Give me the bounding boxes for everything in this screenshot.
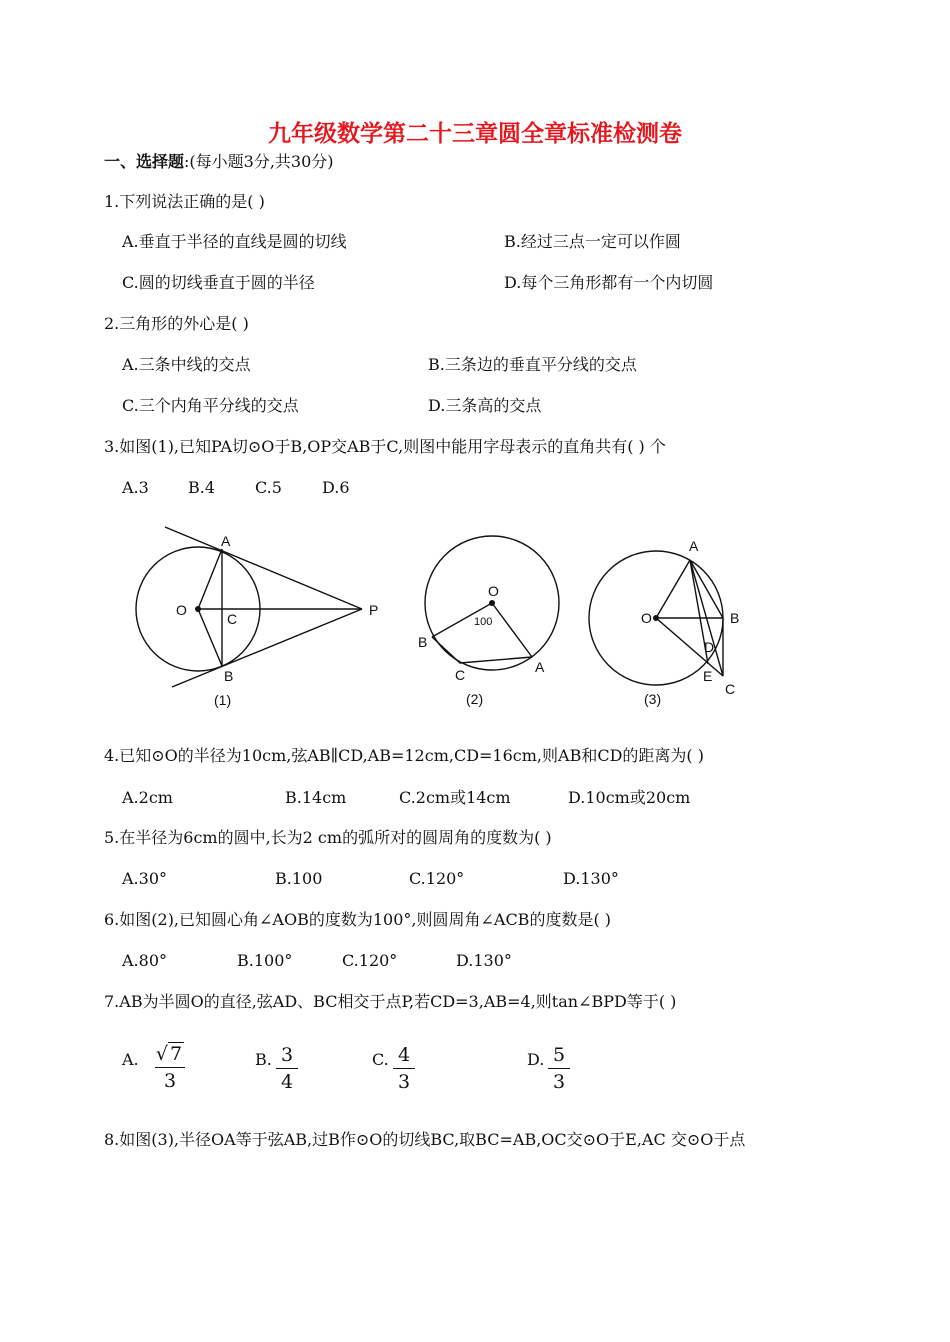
q1-option-d: D.每个三角形都有一个内切圆 (504, 273, 714, 292)
q5-stem: 5.在半径为6cm的圆中,长为2 cm的弧所对的圆周角的度数为( ) (104, 828, 552, 847)
fig3-center-dot (653, 615, 659, 621)
q7-option-c-fraction (393, 1044, 415, 1093)
q7-stem: 7.AB为半圆O的直径,弦AD、BC相交于点P,若CD=3,AB=4,则tan∠BPD等于( ) (104, 992, 677, 1011)
fig2-caption: (2) (466, 691, 484, 707)
fraction-bar (548, 1068, 570, 1069)
fig3-label-c: C (725, 681, 736, 697)
q7-c-numerator: 4 (397, 1044, 411, 1066)
q3-stem: 3.如图(1),已知PA切⊙O于B,OP交AB于C,则图中能用字母表示的直角共有( ) 个 (104, 437, 666, 456)
section-heading-label: 一、选择题 (104, 152, 185, 171)
q7-b-numerator: 3 (280, 1044, 294, 1066)
q6-option-c: C.120° (342, 951, 398, 970)
fig1-label-o: O (176, 602, 187, 618)
fig2-central-angle (432, 603, 532, 657)
fig1-radius-oa (198, 549, 222, 609)
q4-option-c: C.2cm或14cm (399, 788, 511, 807)
q2-stem: 2.三角形的外心是( ) (104, 314, 249, 333)
q6-stem: 6.如图(2),已知圆心角∠AOB的度数为100°,则圆周角∠ACB的度数是( ) (104, 910, 612, 929)
fig3-label-a: A (689, 538, 699, 554)
fig1-caption: (1) (214, 692, 232, 708)
fig2-label-b: B (418, 634, 428, 650)
q6-option-d: D.130° (456, 951, 512, 970)
q4-stem: 4.已知⊙O的半径为10cm,弦AB∥CD,AB=12cm,CD=16cm,则AB和CD的距离为( ) (104, 746, 704, 765)
q6-option-b: B.100° (237, 951, 293, 970)
q7-d-denominator: 3 (552, 1071, 566, 1093)
q7-a-numerator: 7 (170, 1043, 183, 1065)
q1-option-c: C.圆的切线垂直于圆的半径 (122, 273, 315, 292)
q7-option-c-label: C. (372, 1050, 389, 1069)
q3-option-b: B.4 (188, 478, 216, 497)
q7-d-numerator: 5 (552, 1044, 566, 1066)
fig2-center-dot (489, 600, 495, 606)
section-heading-note: :(每小题3分,共30分) (184, 152, 334, 171)
q6-option-a: A.80° (122, 951, 167, 970)
q3-option-c: C.5 (255, 478, 282, 497)
fig3-label-o: O (641, 610, 652, 626)
q2-option-b: B.三条边的垂直平分线的交点 (428, 355, 637, 374)
fig1-label-a: A (221, 533, 231, 549)
fig1-tangent-top (165, 527, 362, 609)
q7-option-a-fraction (155, 1042, 185, 1092)
q5-option-b: B.100 (275, 869, 323, 888)
q7-option-a-label: A. (122, 1050, 139, 1069)
q8-stem: 8.如图(3),半径OA等于弦AB,过B作⊙O的切线BC,取BC=AB,OC交⊙O于E,AC 交⊙O于点 (104, 1130, 746, 1149)
fig3-segment-oa (656, 560, 690, 618)
fig1-center-dot (195, 606, 201, 612)
fig3-label-e: E (703, 668, 713, 684)
q4-option-b: B.14cm (285, 788, 347, 807)
fig1-label-p: P (369, 602, 379, 618)
section-heading (104, 152, 334, 172)
q5-option-c: C.120° (409, 869, 465, 888)
q7-c-denominator: 3 (397, 1071, 411, 1093)
q7-a-denominator: 3 (163, 1070, 177, 1092)
q7-b-denominator: 4 (280, 1071, 294, 1093)
fraction-bar (276, 1068, 298, 1069)
fig2-angle-label: 100 (474, 616, 493, 628)
fig2-label-a: A (535, 659, 545, 675)
q2-option-a: A.三条中线的交点 (122, 355, 251, 374)
figures-area (0, 520, 950, 720)
fig3-caption: (3) (644, 691, 662, 707)
q2-option-d: D.三条高的交点 (428, 396, 542, 415)
q2-option-c: C.三个内角平分线的交点 (122, 396, 299, 415)
fig2-label-o: O (488, 583, 499, 599)
q7-option-d-label: D. (527, 1050, 545, 1069)
q4-option-d: D.10cm或20cm (568, 788, 691, 807)
page-title: 九年级数学第二十三章圆全章标准检测卷 (268, 121, 682, 147)
q1-option-a: A.垂直于半径的直线是圆的切线 (122, 232, 347, 251)
fig3-label-d: D (704, 639, 715, 655)
fig1-label-c: C (227, 611, 238, 627)
q7-option-d-fraction (548, 1044, 570, 1093)
fig1-radius-ob (198, 609, 222, 666)
fig2-inscribed-angle (432, 637, 532, 663)
fraction-bar (155, 1067, 185, 1068)
q5-option-a: A.30° (122, 869, 167, 888)
q5-option-d: D.130° (563, 869, 619, 888)
fig3-label-b: B (730, 610, 740, 626)
q1-stem: 1.下列说法正确的是( ) (104, 192, 265, 211)
fig1-tangent-bottom (172, 609, 362, 687)
q3-option-a: A.3 (122, 478, 149, 497)
q7-option-b-label: B. (255, 1050, 272, 1069)
q1-option-b: B.经过三点一定可以作圆 (504, 232, 681, 251)
q7-option-b-fraction (276, 1044, 298, 1093)
fig1-label-b: B (224, 668, 234, 684)
sqrt-symbol: √ 7 (155, 1043, 183, 1065)
fig2-label-c: C (455, 667, 466, 683)
q3-option-d: D.6 (322, 478, 350, 497)
q4-option-a: A.2cm (122, 788, 173, 807)
fraction-bar (393, 1068, 415, 1069)
